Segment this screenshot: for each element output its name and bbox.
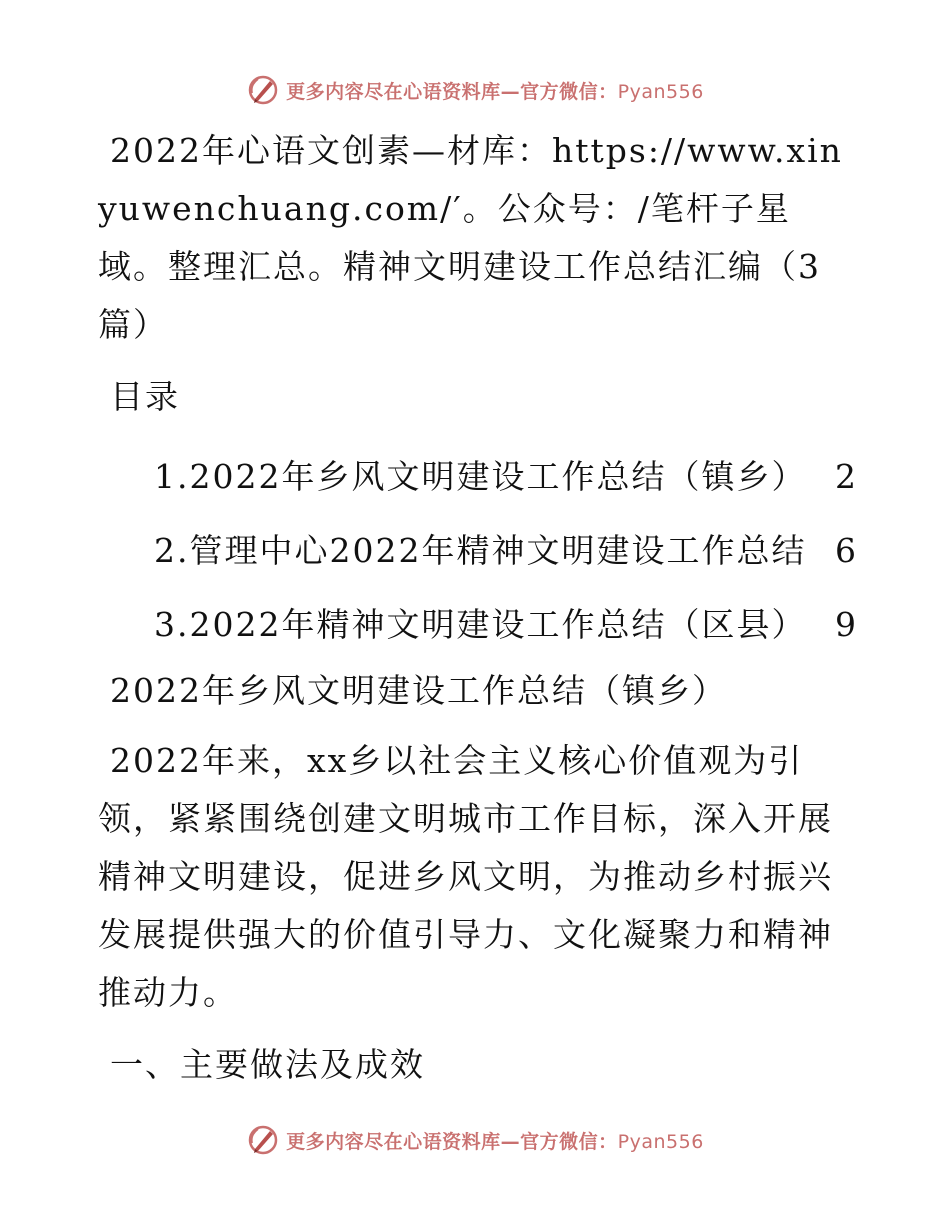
toc-item-page: 9 xyxy=(835,605,858,644)
table-of-contents xyxy=(98,440,858,662)
toc-item[interactable] xyxy=(98,514,858,588)
toc-heading: 目录 xyxy=(110,377,180,416)
section-title: 2022年乡风文明建设工作总结（镇乡） xyxy=(110,671,727,710)
quill-logo-icon xyxy=(246,73,280,107)
toc-item[interactable] xyxy=(98,588,858,662)
banner-text xyxy=(286,77,704,104)
header-banner xyxy=(0,70,950,110)
toc-item-title: 3.2022年精神文明建设工作总结（区县） xyxy=(154,605,807,644)
banner-label: 更多内容尽在心语资料库—官方微信： xyxy=(286,1130,618,1153)
quill-logo-icon xyxy=(246,1123,280,1157)
toc-item-title: 2.管理中心2022年精神文明建设工作总结 xyxy=(154,531,807,570)
banner-wechat-id: Pyan556 xyxy=(617,1130,704,1153)
body-paragraph: 2022年来，xx乡以社会主义核心价值观为引领，紧紧围绕创建文明城市工作目标，深入开展精神文明建设，促进乡风文明，为推动乡村振兴发展提供强大的价值引导力、文化凝聚力和精神推动力。 xyxy=(98,741,833,1012)
banner-wechat-id: Pyan556 xyxy=(617,80,704,103)
footer-banner xyxy=(0,1120,950,1160)
toc-item-page: 6 xyxy=(835,531,858,570)
toc-item-page: 2 xyxy=(835,457,858,496)
banner-label: 更多内容尽在心语资料库—官方微信： xyxy=(286,80,618,103)
toc-item-title: 1.2022年乡风文明建设工作总结（镇乡） xyxy=(154,457,807,496)
banner-text xyxy=(286,1127,704,1154)
document-body xyxy=(98,122,858,1094)
toc-item[interactable] xyxy=(98,440,858,514)
intro-paragraph: 2022年心语文创素—材库：https://www.xinyuwenchuang.com/′。公众号：/笔杆子星域。整理汇总。精神文明建设工作总结汇编（3篇） xyxy=(98,131,843,344)
subheading: 一、主要做法及成效 xyxy=(110,1045,425,1084)
